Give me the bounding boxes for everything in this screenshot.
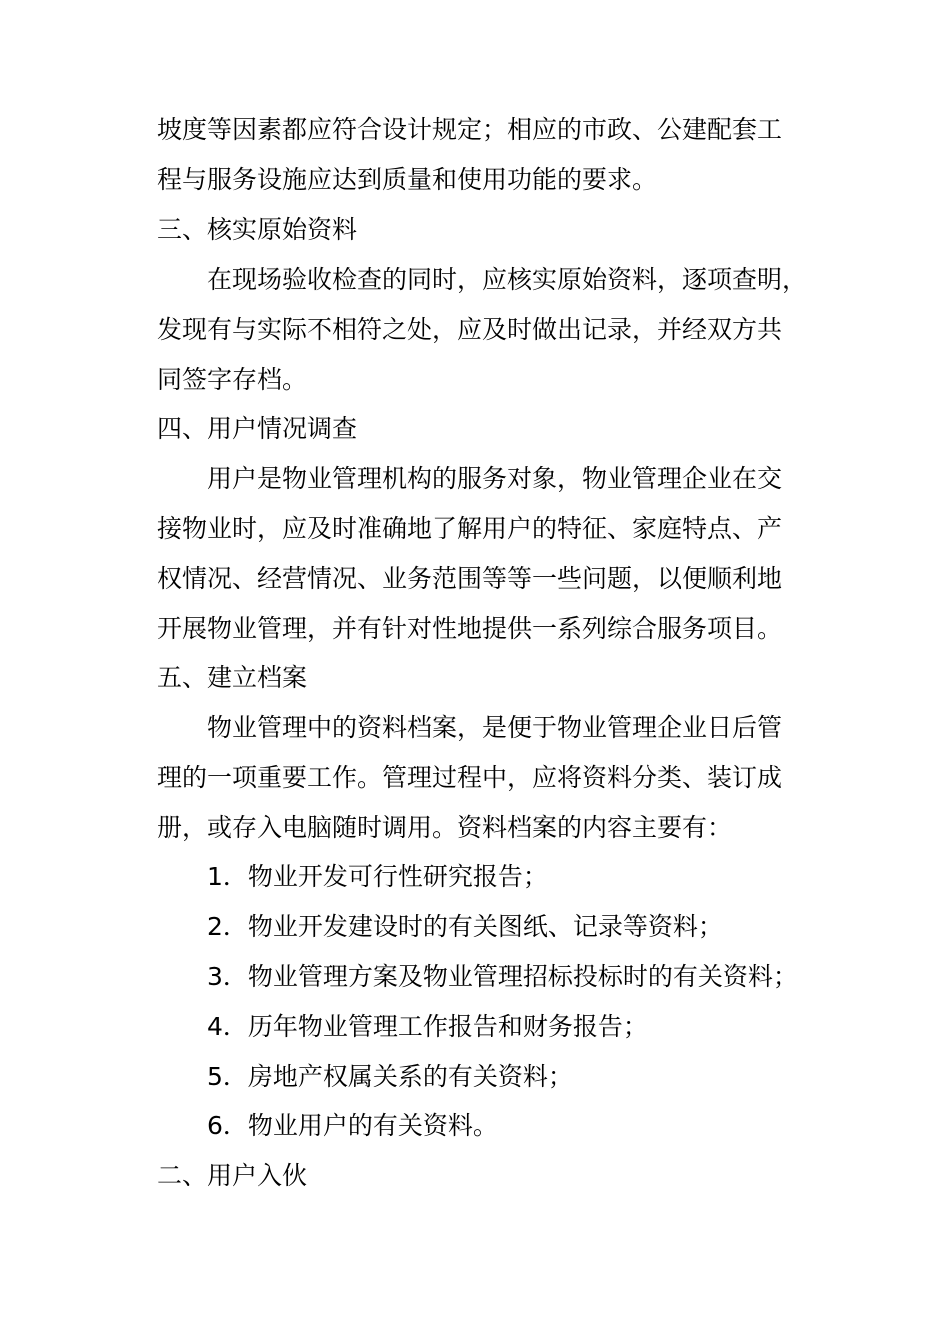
text-line: 理的一项重要工作。管理过程中，应将资料分类、装订成	[157, 763, 783, 792]
text-line: 权情况、经营情况、业务范围等等一些问题，以便顺利地	[157, 564, 783, 593]
list-item: 6．物业用户的有关资料。	[207, 1111, 498, 1140]
section-heading: 四、用户情况调查	[157, 414, 358, 443]
section-heading: 二、用户入伙	[157, 1161, 308, 1190]
text-line: 册，或存入电脑随时调用。资料档案的内容主要有：	[157, 813, 733, 842]
text-line: 物业管理中的资料档案，是便于物业管理企业日后管	[207, 713, 783, 742]
text-line: 用户是物业管理机构的服务对象，物业管理企业在交	[207, 464, 783, 493]
list-item: 2．物业开发建设时的有关图纸、记录等资料；	[207, 912, 723, 941]
text-line: 坡度等因素都应符合设计规定；相应的市政、公建配套工	[157, 115, 783, 144]
list-item: 5．房地产权属关系的有关资料；	[207, 1062, 573, 1091]
text-line: 同签字存档。	[157, 365, 308, 394]
text-line: 接物业时，应及时准确地了解用户的特征、家庭特点、产	[157, 514, 783, 543]
list-item: 3．物业管理方案及物业管理招标投标时的有关资料；	[207, 962, 798, 991]
list-item: 4．历年物业管理工作报告和财务报告；	[207, 1012, 648, 1041]
text-line: 程与服务设施应达到质量和使用功能的要求。	[157, 165, 658, 194]
section-heading: 五、建立档案	[157, 663, 308, 692]
list-item: 1．物业开发可行性研究报告；	[207, 862, 548, 891]
section-heading: 三、核实原始资料	[157, 215, 358, 244]
text-line: 在现场验收检查的同时，应核实原始资料，逐项查明，	[207, 265, 808, 294]
text-line: 发现有与实际不相符之处，应及时做出记录，并经双方共	[157, 315, 783, 344]
text-line: 开展物业管理，并有针对性地提供一系列综合服务项目。	[157, 614, 783, 643]
